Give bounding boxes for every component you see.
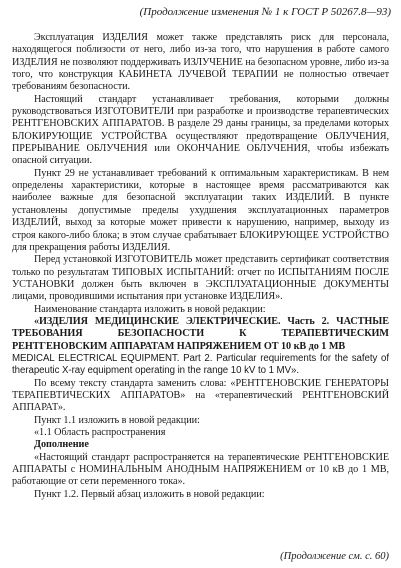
paragraph-clause-1-1: Пункт 1.1 изложить в новой редакции: [34,414,200,426]
paragraph-scope-text: «Настоящий стандарт распространяется на терапевтические РЕНТГЕНОВСКИЕ АППАРАТЫ с НОМИНАЛЬНЫМ АНОДНЫМ НАПРЯЖЕНИЕМ от 10 кВ до 1 МВ, работающие от сети переменного тока». [12,451,389,488]
paragraph-standard-requirements: Настоящий стандарт устанавливает требования, которыми должны руководствоваться ИЗГОТОВИТЕЛИ при разработке и производстве терапевтических РЕНТГЕНОВСКИХ АППАРАТОВ. В разделе 29 даны границы, за пределами которых БЛОКИРУЮЩИЕ УСТРОЙСТВА осуществляют предотвращение ОБЛУЧЕНИЯ, ПРЕРЫВАНИЕ ОБЛУЧЕНИЯ или ОКОНЧАНИЕ ОБЛУЧЕНИЯ, чтобы избежать опасной ситуации. [12,93,389,167]
page-footer: (Продолжение см. с. 60) [280,551,389,562]
paragraph-title-intro: Наименование стандарта изложить в новой редакции: [34,303,266,315]
paragraph-scope-heading: «1.1 Область распространения [34,427,166,438]
paragraph-certificate: Перед установкой ИЗГОТОВИТЕЛЬ может представить сертификат соответствия только по результатам ТИПОВЫХ ИСПЫТАНИЙ: отчет по ИСПЫТАНИЯМ ПОСЛЕ УСТАНОВКИ должен быть включен в ЭКСПЛУАТАЦИОННЫЕ ДОКУМЕНТЫ лицами, проводившими испытания при установке ИЗДЕЛИЯ». [12,254,389,303]
paragraph-exploitation-risk: Эксплуатация ИЗДЕЛИЯ может также представлять риск для персонала, находящегося поблизости от него, либо из-за того, что нарушения в работе самого ИЗДЕЛИЯ не позволяют поддерживать ИЗЛУЧЕНИЕ на безопасном уровне, либо из-за того, что конструкция КАБИНЕТА ЛУЧЕВОЙ ТЕРАПИИ не полностью отвечает требованиям безопасности. [12,32,389,93]
page-header: (Продолжение изменения № 1 к ГОСТ Р 50267.8—93) [139,6,391,18]
document-body [12,32,389,501]
paragraph-addition-heading: Дополнение [34,439,89,451]
paragraph-replace-words: По всему тексту стандарта заменить слова: «РЕНТГЕНОВСКИЕ ГЕНЕРАТОРЫ ТЕРАПЕВТИЧЕСКИХ АППАРАТОВ» на «терапевтический РЕНТГЕНОВСКИЙ АППАРАТ». [12,377,389,414]
paragraph-clause-1-2: Пункт 1.2. Первый абзац изложить в новой редакции: [34,488,265,500]
paragraph-new-title-en: MEDICAL ELECTRICAL EQUIPMENT. Part 2. Particular requirements for the safety of therapeutic X-ray equipment operating in the range 10 kV to 1 MV». [12,352,389,377]
paragraph-new-title-ru: «ИЗДЕЛИЯ МЕДИЦИНСКИЕ ЭЛЕКТРИЧЕСКИЕ. Часть 2. ЧАСТНЫЕ ТРЕБОВАНИЯ БЕЗОПАСНОСТИ К ТЕРАПЕВТИЧЕСКИМ РЕНТГЕНОВСКИМ АППАРАТАМ НАПРЯЖЕНИЕМ ОТ 10 кВ до 1 МВ [12,315,389,352]
paragraph-clause-29: Пункт 29 не устанавливает требований к оптимальным характеристикам. В нем определены характеристики, которые в настоящее время рассматриваются как наиболее важные для безопасной эксплуатации таких ИЗДЕЛИЙ. В пункте установлены допустимые пределы ухудшения эксплуатационных параметров ИЗДЕЛИЙ, выход за которые может привести к нарушению, например, выходу из строя какого-либо блока; в этом случае срабатывает БЛОКИРУЮЩЕЕ УСТРОЙСТВО для прекращения работы ИЗДЕЛИЯ. [12,167,389,253]
